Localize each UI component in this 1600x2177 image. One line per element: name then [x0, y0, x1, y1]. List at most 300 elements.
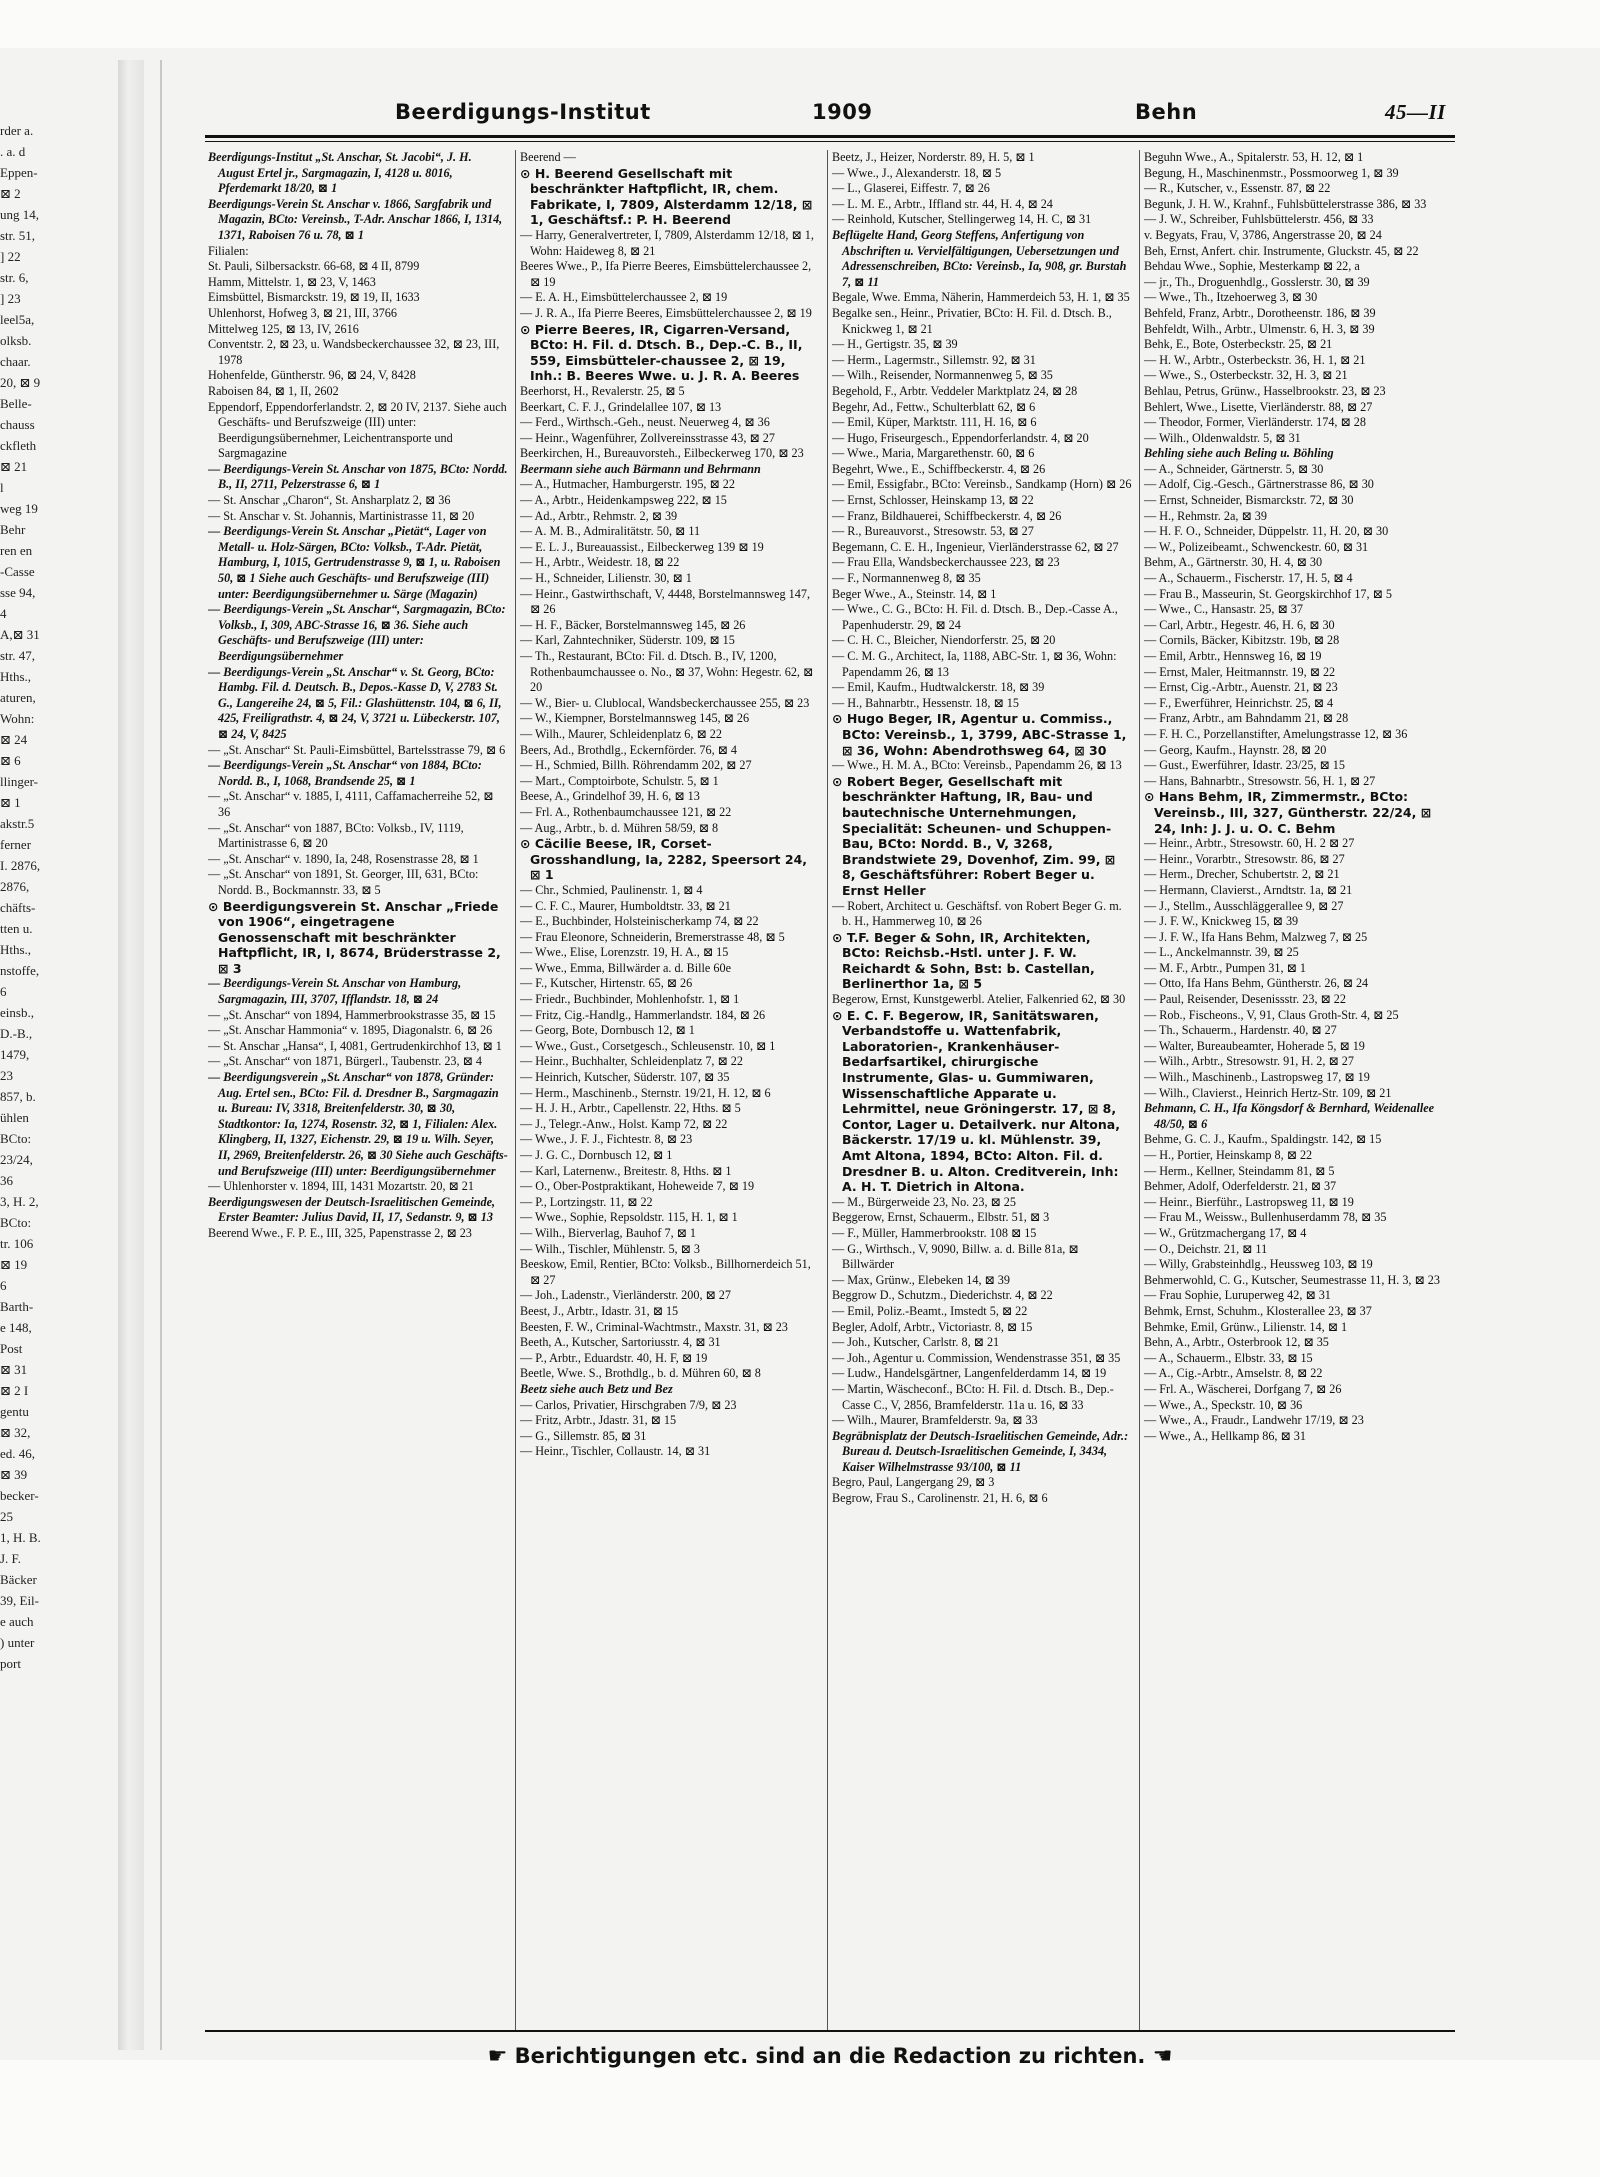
directory-entry: — Karl, Zahntechniker, Süderstr. 109, ⊠ 15 [520, 633, 735, 648]
directory-entry: Beeth, A., Kutscher, Sartoriusstr. 4, ⊠ 31 [520, 1335, 721, 1350]
directory-entry: — P., Lortzingstr. 11, ⊠ 22 [520, 1194, 653, 1209]
directory-entry: St. Pauli, Silbersackstr. 66-68, ⊠ 4 II, 8799 [208, 259, 420, 274]
directory-entry: — Herm., Drecher, Schubertstr. 2, ⊠ 21 [1144, 867, 1340, 882]
heading-entry: Beermann siehe auch Bärmann und Behrmann [520, 461, 761, 476]
directory-entry: — A., Cig.-Arbtr., Amselstr. 8, ⊠ 22 [1144, 1366, 1323, 1381]
directory-entry: Beggrow D., Schutzm., Diederichstr. 4, ⊠ 22 [832, 1288, 1053, 1303]
directory-entry: — Wilh., Arbtr., Stresowstr. 91, H. 2, ⊠ 27 [1144, 1054, 1354, 1069]
margin-fragment: 23 [0, 1068, 13, 1083]
directory-entry: — H., Gertigstr. 35, ⊠ 39 [832, 337, 958, 352]
directory-entry: — Heinr., Tischler, Collaustr. 14, ⊠ 31 [520, 1444, 711, 1459]
footer-rule [205, 2030, 1455, 2032]
directory-column-4 [1144, 150, 1444, 2030]
directory-entry: — Wwe., J., Alexanderstr. 18, ⊠ 5 [832, 165, 1002, 180]
margin-fragment: chaar. [0, 354, 31, 369]
margin-fragment: Belle- [0, 396, 32, 411]
directory-entry: — A., Schauerm., Elbstr. 33, ⊠ 15 [1144, 1350, 1313, 1365]
margin-fragment: 6 [0, 1278, 7, 1293]
directory-entry: — H., Arbtr., Weidestr. 18, ⊠ 22 [520, 555, 680, 570]
margin-fragment: e auch [0, 1614, 34, 1629]
directory-entry: Begro, Paul, Langergang 29, ⊠ 3 [832, 1475, 995, 1490]
directory-entry: Begehrt, Wwe., E., Schiffbeckerstr. 4, ⊠ 26 [832, 461, 1046, 476]
margin-fragment: sse 94, [0, 585, 36, 600]
directory-entry: — Wwe., Gust., Corsetgesch., Schleusenstr. 10, ⊠ 1 [520, 1038, 776, 1053]
directory-entry: — F. H. C., Porzellanstifter, Amelungstrasse 12, ⊠ 36 [1144, 726, 1408, 741]
directory-entry: — Willy, Grabsteinhdlg., Heussweg 103, ⊠ 19 [1144, 1257, 1373, 1272]
directory-entry: Begehold, F., Arbtr. Veddeler Marktplatz 24, ⊠ 28 [832, 383, 1078, 398]
directory-entry: — C. H. C., Bleicher, Niendorferstr. 25, ⊠ 20 [832, 633, 1056, 648]
directory-entry: — Frau M., Weissw., Bullenhuserdamm 78, ⊠ 35 [1144, 1210, 1387, 1225]
directory-entry: Beerend Wwe., F. P. E., III, 325, Papenstrasse 2, ⊠ 23 [208, 1225, 472, 1240]
directory-entry: — Aug., Arbtr., b. d. Mühren 58/59, ⊠ 8 [520, 820, 719, 835]
directory-entry: — Frau Ella, Wandsbeckerchaussee 223, ⊠ 23 [832, 555, 1060, 570]
margin-fragment: Behr [0, 522, 26, 537]
margin-fragment: 39, Eil- [0, 1593, 39, 1608]
directory-entry: — R., Kutscher, v., Essenstr. 87, ⊠ 22 [1144, 181, 1331, 196]
directory-entry: Behmk, Ernst, Schuhm., Klosterallee 23, ⊠ 37 [1144, 1303, 1372, 1318]
directory-entry: — Joh., Agentur u. Commission, Wendenstrasse 351, ⊠ 35 [832, 1350, 1121, 1365]
heading-entry: — Beerdigungs-Verein „St. Anschar“ v. St. Georg, BCto: Hambg. Fil. d. Deutsch. B., Depos.-Kasse D, V, 2783 St. G., Langereihe 24, ⊠ 5, Fil.: Glashüttenstr. 104, ⊠ 6, II, 425, Freiligrathstr. 4, ⊠ 24, V, 3721 u. Lübeckerstr. 107, ⊠ 24, V, 8425 [208, 664, 502, 741]
directory-entry: — Emil, Küper, Marktstr. 111, H. 16, ⊠ 6 [832, 415, 1037, 430]
margin-fragment: Post [0, 1341, 23, 1356]
margin-fragment: chäfts- [0, 900, 36, 915]
directory-entry: Beerkart, C. F. J., Grindelallee 107, ⊠ 13 [520, 399, 722, 414]
margin-fragment: ⊠ 2 [0, 186, 21, 201]
directory-entry: — Frl. A., Rothenbaumchaussee 121, ⊠ 22 [520, 804, 732, 819]
registered-firm-entry: ⊙ T.F. Beger & Sohn, IR, Architekten, BCto: Reichsb.-Hstl. unter J. F. W. Reichardt & Sohn, Bst: b. Castellan, Berlinerthor 1a, ⊠ 5 [832, 929, 1095, 992]
margin-fragment: BCto: [0, 1131, 32, 1146]
registered-firm-entry: ⊙ H. Beerend Gesellschaft mit beschränkter Haftpflicht, IR, chem. Fabrikate, I, 7809, Alsterdamm 12/18, ⊠ 1, Geschäftsf.: P. H. Beerend [520, 165, 813, 228]
previous-page-strip [0, 120, 60, 1940]
directory-entry: — G., Wirthsch., V, 9090, Billw. a. d. Bille 81a, ⊠ Billwärder [832, 1241, 1079, 1272]
margin-fragment: aturen, [0, 690, 36, 705]
directory-entry: Beger Wwe., A., Steinstr. 14, ⊠ 1 [832, 586, 997, 601]
directory-entry: — Joh., Kutscher, Carlstr. 8, ⊠ 21 [832, 1335, 1000, 1350]
directory-entry: — H., Rehmstr. 2a, ⊠ 39 [1144, 508, 1267, 523]
directory-entry: — J. F. W., Ifa Hans Behm, Malzweg 7, ⊠ 25 [1144, 929, 1368, 944]
directory-entry: — H., Portier, Heinskamp 8, ⊠ 22 [1144, 1148, 1313, 1162]
directory-entry: — Wwe., A., Speckstr. 10, ⊠ 36 [1144, 1397, 1303, 1412]
margin-fragment: Hths., [0, 669, 32, 684]
registered-firm-entry: ⊙ Beerdigungsverein St. Anschar „Friede von 1906“, eingetragene Genossenschaft mit beschränkter Haftpflicht, IR, I, 8674, Brüderstrasse 2, ⊠ 3 [208, 898, 501, 976]
header-year: 1909 [812, 100, 873, 124]
heading-entry: Beetz siehe auch Betz und Bez [520, 1381, 673, 1396]
heading-entry: — Beerdigungs-Verein St. Anschar von Hamburg, Sargmagazin, III, 3707, Ifflandstr. 18, ⊠ 24 [208, 976, 462, 1007]
directory-entry: — Herm., Lagermstr., Sillemstr. 92, ⊠ 31 [832, 352, 1036, 367]
directory-entry: Hamm, Mittelstr. 1, ⊠ 23, V, 1463 [208, 274, 376, 289]
page-number: 45—II [1385, 100, 1446, 124]
directory-entry: — Wwe., C., Hansastr. 25, ⊠ 37 [1144, 602, 1303, 617]
directory-entry: — „St. Anschar“ von 1894, Hammerbrookstrasse 35, ⊠ 15 [208, 1007, 496, 1022]
directory-entry: — „St. Anschar Hammonia“ v. 1895, Diagonalstr. 6, ⊠ 26 [208, 1023, 493, 1038]
directory-entry: — Ernst, Schneider, Bismarckstr. 72, ⊠ 30 [1144, 493, 1354, 508]
margin-fragment: ⊠ 2 I [0, 1383, 29, 1398]
margin-fragment: Wohn: [0, 711, 35, 726]
directory-entry: — A., Schauerm., Fischerstr. 17, H. 5, ⊠ 4 [1144, 571, 1353, 586]
directory-entry: Beggerow, Ernst, Schauerm., Elbstr. 51, ⊠ 3 [832, 1210, 1050, 1225]
directory-entry: Beerhorst, H., Revalerstr. 25, ⊠ 5 [520, 383, 685, 398]
directory-entry: — A., Schneider, Gärtnerstr. 5, ⊠ 30 [1144, 461, 1324, 476]
directory-entry: — H. F. O., Schneider, Düppelstr. 11, H. 20, ⊠ 30 [1144, 524, 1389, 539]
directory-entry: — Gust., Ewerführer, Idastr. 23/25, ⊠ 15 [1144, 758, 1345, 773]
directory-entry: Behfeld, Franz, Arbtr., Dorotheenstr. 186, ⊠ 39 [1144, 305, 1376, 320]
directory-entry: Behdau Wwe., Sophie, Mesterkamp ⊠ 22, a [1144, 259, 1360, 274]
directory-entry: — Harry, Generalvertreter, I, 7809, Alsterdamm 12/18, ⊠ 1, Wohn: Haideweg 8, ⊠ 21 [520, 227, 814, 258]
directory-entry: — Heinr., Gastwirthschaft, V, 4448, Borstelmannsweg 147, ⊠ 26 [520, 586, 810, 617]
margin-fragment: ⊠ 39 [0, 1467, 28, 1482]
directory-entry: — Ad., Arbtr., Rehmstr. 2, ⊠ 39 [520, 508, 678, 523]
margin-fragment: ] 22 [0, 249, 21, 264]
footer-text: Berichtigungen etc. sind an die Redaction zu richten. [514, 2044, 1146, 2068]
directory-entry: — Herm., Maschinenb., Sternstr. 19/21, H. 12, ⊠ 6 [520, 1085, 771, 1100]
margin-fragment: akstr.5 [0, 816, 35, 831]
directory-entry: — A. M. B., Admiralitätstr. 50, ⊠ 11 [520, 524, 701, 539]
margin-fragment: ed. 46, [0, 1446, 36, 1461]
directory-entry: — W., Kiempner, Borstelmannsweg 145, ⊠ 26 [520, 711, 750, 726]
directory-entry: — W., Polizeibeamt., Schwenckestr. 60, ⊠ 31 [1144, 539, 1369, 554]
directory-entry: — J. G. C., Dornbusch 12, ⊠ 1 [520, 1148, 673, 1162]
margin-fragment: llinger- [0, 774, 39, 789]
heading-entry: Beerdigungswesen der Deutsch-Israelitischen Gemeinde, Erster Beamter: Julius David, II, 17, Sedanstr. 9, ⊠ 13 [208, 1194, 496, 1225]
directory-entry: Behme, G. C. J., Kaufm., Spaldingstr. 142, ⊠ 15 [1144, 1132, 1382, 1147]
margin-fragment: tr. 106 [0, 1236, 34, 1251]
margin-fragment: Hths., [0, 942, 32, 957]
directory-entry: — Carl, Arbtr., Hegestr. 46, H. 6, ⊠ 30 [1144, 617, 1335, 632]
margin-fragment: ung 14, [0, 207, 39, 222]
registered-firm-entry: ⊙ E. C. F. Begerow, IR, Sanitätswaren, Verbandstoffe u. Wattenfabrik, Laboratorien-, Krankenhäuser-Bedarfsartikel, chirurgische Instrumente, Glas- u. Gummiwaren, Wissenschaftliche Apparate u. Lehrmittel, neue Gröningerstr. 17, ⊠ 8, Contor, Lager u. Detailverk. nur Altona, Bäckerstr. 17/19 u. kl. Mühlenstr. 39, Amt Altona, 1894, BCto: Alton. Fil. d. Dresdner B. u. Alton. Creditverein, Inh: A. H. T. Dietrich in Altona. [832, 1007, 1120, 1195]
margin-fragment: l [0, 480, 4, 495]
directory-entry: — Heinr., Wagenführer, Zollvereinsstrasse 43, ⊠ 27 [520, 430, 775, 445]
heading-entry: Beerdigungs-Institut „St. Anschar, St. Jacobi“, J. H. August Ertel jr., Sargmagazin, I, 4128 u. 8016, Pferdemarkt 18/20, ⊠ 1 [208, 150, 472, 196]
column-divider [515, 150, 516, 2030]
directory-entry: Mittelweg 125, ⊠ 13, IV, 2616 [208, 321, 359, 336]
directory-entry: Begemann, C. E. H., Ingenieur, Vierländerstrasse 62, ⊠ 27 [832, 539, 1119, 554]
directory-entry: — „St. Anschar“ v. 1890, Ia, 248, Rosenstrasse 28, ⊠ 1 [208, 851, 479, 866]
margin-fragment: ⊠ 24 [0, 732, 28, 747]
directory-entry: — L., Anckelmannstr. 39, ⊠ 25 [1144, 945, 1299, 960]
directory-entry: — Hugo, Friseurgesch., Eppendorferlandstr. 4, ⊠ 20 [832, 430, 1089, 445]
heading-entry: Begräbnisplatz der Deutsch-Israelitischen Gemeinde, Adr.: Bureau d. Deutsch-Israelitischen Gemeinde, I, 3434, Kaiser Wilhelmstrasse 93/100, ⊠ 11 [832, 1428, 1129, 1474]
margin-fragment: J. F. [0, 1551, 21, 1566]
directory-entry: — C. M. G., Architect, Ia, 1188, ABC-Str. 1, ⊠ 36, Wohn: Papendamm 26, ⊠ 13 [832, 649, 1117, 679]
directory-entry: — Herm., Kellner, Steindamm 81, ⊠ 5 [1144, 1163, 1335, 1178]
directory-entry: — St. Anschar „Hansa“, I, 4081, Gertrudenkirchhof 13, ⊠ 1 [208, 1038, 502, 1053]
directory-entry: Filialen: [208, 243, 249, 258]
margin-fragment: leel5a, [0, 312, 35, 327]
directory-entry: — Wilh., Tischler, Mühlenstr. 5, ⊠ 3 [520, 1241, 700, 1256]
directory-entry: — Wwe., C. G., BCto: H. Fil. d. Dtsch. B., Dep.-Casse A., Papenhuderstr. 29, ⊠ 24 [832, 602, 1118, 632]
directory-entry: — Wilh., Maschinenb., Lastropsweg 17, ⊠ 19 [1144, 1070, 1370, 1085]
directory-entry: — Frau B., Masseurin, St. Georgskirchhof 17, ⊠ 5 [1144, 586, 1392, 601]
directory-entry: — A., Hutmacher, Hamburgerstr. 195, ⊠ 22 [520, 477, 735, 492]
margin-fragment: ühlen [0, 1110, 29, 1125]
book-gutter [118, 60, 144, 2050]
directory-entry: — W., Grützmachergang 17, ⊠ 4 [1144, 1225, 1307, 1240]
directory-entry: — Max, Grünw., Elebeken 14, ⊠ 39 [832, 1272, 1010, 1287]
margin-fragment: Eppen- [0, 165, 38, 180]
directory-entry: — Wwe., Emma, Billwärder a. d. Bille 60e [520, 960, 731, 975]
directory-entry: — H. J. H., Arbtr., Capellenstr. 22, Hths. ⊠ 5 [520, 1101, 741, 1116]
heading-entry: Beerdigungs-Verein St. Anschar v. 1866, Sargfabrik und Magazin, BCto: Vereinsb., T-Adr. Anschar 1866, I, 1314, 1371, Raboisen 76 u. 78, ⊠ 1 [208, 196, 503, 242]
directory-entry: — Wilh., Maurer, Bramfelderstr. 9a, ⊠ 33 [832, 1413, 1038, 1428]
directory-entry: — Martin, Wäscheconf., BCto: H. Fil. d. Dtsch. B., Dep.-Casse C., V, 2856, Bramfelderstr. 11a u. 16, ⊠ 33 [832, 1381, 1114, 1412]
directory-entry: — „St. Anschar“ von 1891, St. Georger, III, 631, BCto: Nordd. B., Bockmannstr. 33, ⊠ 5 [208, 867, 479, 897]
directory-entry: — Wwe., A., Fraudr., Landwehr 17/19, ⊠ 23 [1144, 1413, 1364, 1428]
directory-column-1 [208, 150, 508, 2030]
margin-fragment: ren en [0, 543, 33, 558]
directory-entry: — Franz, Bildhauerei, Schiffbeckerstr. 4, ⊠ 26 [832, 508, 1062, 523]
directory-entry: — Fritz, Arbtr., Jdastr. 31, ⊠ 15 [520, 1413, 677, 1428]
margin-fragment: 20, ⊠ 9 [0, 375, 41, 390]
directory-entry: — Cornils, Bäcker, Kibitzstr. 19b, ⊠ 28 [1144, 633, 1340, 648]
directory-entry: — F., Ewerführer, Heinrichstr. 25, ⊠ 4 [1144, 695, 1334, 710]
margin-fragment: ferner [0, 837, 32, 852]
directory-entry: Beguhn Wwe., A., Spitalerstr. 53, H. 12, ⊠ 1 [1144, 150, 1364, 164]
directory-entry: — H., Schmied, Billh. Röhrendamm 202, ⊠ 27 [520, 758, 752, 773]
directory-entry: Begrow, Frau S., Carolinenstr. 21, H. 6, ⊠ 6 [832, 1491, 1048, 1506]
directory-entry: — Adolf, Cig.-Gesch., Gärtnerstrasse 86, ⊠ 30 [1144, 477, 1374, 492]
registered-firm-entry: ⊙ Pierre Beeres, IR, Cigarren-Versand, BCto: H. Fil. d. Dtsch. B., Dep.-C. B., II, 559, Eimsbütteler-chaussee 2, ⊠ 19, Inh.: B. Beeres Wwe. u. J. R. A. Beeres [520, 321, 803, 384]
directory-entry: — Frl. A., Wäscherei, Dorfgang 7, ⊠ 26 [1144, 1381, 1342, 1396]
margin-fragment: 4 [0, 606, 7, 621]
directory-entry: — Theodor, Former, Vierländerstr. 174, ⊠ 28 [1144, 415, 1366, 430]
directory-entry: — Wilh., Clavierst., Heinrich Hertz-Str. 109, ⊠ 21 [1144, 1085, 1392, 1100]
directory-entry: — L., Glaserei, Eiffestr. 7, ⊠ 26 [832, 181, 990, 196]
column-divider [1139, 150, 1140, 2030]
directory-entry: Begehr, Ad., Fettw., Schulterblatt 62, ⊠ 6 [832, 399, 1036, 414]
directory-entry: — Otto, Ifa Hans Behm, Güntherstr. 26, ⊠ 24 [1144, 976, 1369, 991]
directory-entry: — Ernst, Maler, Heitmannstr. 19, ⊠ 22 [1144, 664, 1336, 679]
directory-entry: — Wwe., J. F. J., Fichtestr. 8, ⊠ 23 [520, 1132, 693, 1147]
directory-entry: Behmke, Emil, Grünw., Lilienstr. 14, ⊠ 1 [1144, 1319, 1348, 1334]
margin-fragment: A,⊠ 31 [0, 627, 40, 642]
heading-entry: Beflügelte Hand, Georg Steffens, Anfertigung von Abschriften u. Vervielfältigungen, Uebersetzungen und Adressenschreiben, BCto: Vereinsb., Ia, 908, gr. Burstah 7, ⊠ 11 [832, 227, 1127, 289]
registered-firm-entry: ⊙ Hugo Beger, IR, Agentur u. Commiss., BCto: Vereinsb., 1, 3799, ABC-Strasse 1, ⊠ 36, Wohn: Abendrothsweg 64, ⊠ 30 [832, 711, 1127, 758]
directory-entry: Begerow, Ernst, Kunstgewerbl. Atelier, Falkenried 62, ⊠ 30 [832, 992, 1126, 1007]
directory-entry: — J. W., Schreiber, Fuhlsbüttelerstr. 456, ⊠ 33 [1144, 212, 1374, 227]
directory-entry: — J. F. W., Knickweg 15, ⊠ 39 [1144, 914, 1299, 929]
directory-entry: Behk, E., Bote, Osterbeckstr. 25, ⊠ 21 [1144, 337, 1333, 352]
directory-entry: Behm, A., Gärtnerstr. 30, H. 4, ⊠ 30 [1144, 555, 1323, 570]
directory-entry: — St. Anschar v. St. Johannis, Martinistrasse 11, ⊠ 20 [208, 508, 475, 523]
directory-entry: — Hans, Bahnarbtr., Stresowstr. 56, H. 1, ⊠ 27 [1144, 773, 1376, 788]
heading-entry: — Beerdigungs-Verein „St. Anschar“, Sargmagazin, BCto: Volksb., I, 309, ABC-Strasse 16, ⊠ 36. Siehe auch Geschäfts- und Berufszweige (III) unter: Beerdigungsübernehmer [208, 602, 506, 663]
directory-entry: — Joh., Ladenstr., Vierländerstr. 200, ⊠ 27 [520, 1288, 731, 1303]
directory-entry: — Wwe., A., Hellkamp 86, ⊠ 31 [1144, 1428, 1306, 1443]
margin-fragment: port [0, 1656, 21, 1671]
directory-entry: — Wilh., Oldenwaldstr. 5, ⊠ 31 [1144, 430, 1301, 445]
directory-entry: Beers, Ad., Brothdlg., Eckernförder. 76, ⊠ 4 [520, 742, 738, 757]
directory-entry: Beerend — [520, 150, 576, 164]
directory-entry: — Frau Sophie, Luruperweg 42, ⊠ 31 [1144, 1288, 1331, 1303]
directory-entry: — jr., Th., Droguenhdlg., Gosslerstr. 30, ⊠ 39 [1144, 274, 1370, 289]
directory-entry: — J., Stellm., Ausschläggerallee 9, ⊠ 27 [1144, 898, 1344, 913]
margin-fragment: becker- [0, 1488, 39, 1503]
directory-entry: — E. L. J., Bureauassist., Eilbeckerweg 139 ⊠ 19 [520, 539, 764, 554]
directory-entry: Behlau, Petrus, Grünw., Hasselbrookstr. 23, ⊠ 23 [1144, 383, 1386, 398]
directory-entry: — Heinr., Buchhalter, Schleidenplatz 7, ⊠ 22 [520, 1054, 743, 1069]
directory-column-2 [520, 150, 820, 2030]
directory-entry: Beetz, J., Heizer, Norderstr. 89, H. 5, ⊠ 1 [832, 150, 1035, 164]
directory-entry: — O., Ober-Postpraktikant, Hoheweide 7, ⊠ 19 [520, 1179, 755, 1194]
heading-entry: Behling siehe auch Beling u. Böhling [1144, 446, 1334, 461]
directory-entry: Raboisen 84, ⊠ 1, II, 2602 [208, 383, 339, 398]
directory-entry: Begale, Wwe. Emma, Näherin, Hammerdeich 53, H. 1, ⊠ 35 [832, 290, 1130, 305]
directory-entry: — W., Bier- u. Clublocal, Wandsbeckerchaussee 255, ⊠ 23 [520, 695, 810, 710]
directory-entry: — Ernst, Cig.-Arbtr., Auenstr. 21, ⊠ 23 [1144, 680, 1338, 695]
margin-fragment: 3, H. 2, [0, 1194, 39, 1209]
directory-entry: — Wwe., Maria, Margarethenstr. 60, ⊠ 6 [832, 446, 1035, 461]
directory-entry: — H. W., Arbtr., Osterbeckstr. 36, H. 1, ⊠ 21 [1144, 352, 1366, 367]
margin-fragment: . a. d [0, 144, 26, 159]
directory-entry: — „St. Anschar“ von 1871, Bürgerl., Taubenstr. 23, ⊠ 4 [208, 1054, 482, 1069]
directory-entry: — O., Deichstr. 21, ⊠ 11 [1144, 1241, 1268, 1256]
heading-entry: Behmann, C. H., Ifa Köngsdorf & Bernhard, Weidenallee 48/50, ⊠ 6 [1144, 1101, 1435, 1131]
directory-entry: — Uhlenhorster v. 1894, III, 1431 Mozartstr. 20, ⊠ 21 [208, 1179, 474, 1194]
directory-entry: — Chr., Schmied, Paulinenstr. 1, ⊠ 4 [520, 882, 703, 897]
margin-fragment: weg 19 [0, 501, 38, 516]
margin-fragment: 25 [0, 1509, 13, 1524]
margin-fragment: 1479, [0, 1047, 30, 1062]
registered-firm-entry: ⊙ Robert Beger, Gesellschaft mit beschränkter Haftung, IR, Bau- und bautechnische Unternehmungen, Specialität: Scheunen- und Schuppen-Bau, BCto: Nordd. B., V, 3268, Brandstwiete 29, Dovenhof, Zim. 99, ⊠ 8, Geschäftsführer: Robert Beger u. Ernst Heller [832, 773, 1116, 898]
directory-entry: Eimsbüttel, Bismarckstr. 19, ⊠ 19, II, 1633 [208, 290, 420, 305]
margin-fragment: Bäcker [0, 1572, 37, 1587]
header-rule-thin [205, 141, 1455, 142]
margin-fragment: 6 [0, 984, 7, 999]
directory-entry: Begung, H., Maschinenmstr., Possmoorweg 1, ⊠ 39 [1144, 165, 1399, 180]
directory-entry: Uhlenhorst, Hofweg 3, ⊠ 21, III, 3766 [208, 305, 397, 320]
margin-fragment: ⊠ 21 [0, 459, 28, 474]
directory-entry: Behmer, Adolf, Oderfelderstr. 21, ⊠ 37 [1144, 1179, 1337, 1194]
directory-entry: — Wilh., Reisender, Normannenweg 5, ⊠ 35 [832, 368, 1053, 383]
directory-entry: Conventstr. 2, ⊠ 23, u. Wandsbeckerchaussee 32, ⊠ 23, III, 1978 [208, 337, 500, 367]
directory-entry: — Carlos, Privatier, Hirschgraben 7/9, ⊠ 23 [520, 1397, 737, 1412]
registered-firm-entry: ⊙ Hans Behm, IR, Zimmermstr., BCto: Vereinsb., III, 327, Güntherstr. 22/24, ⊠ 24, Inh: J. J. u. O. C. Behm [1144, 789, 1432, 836]
header-right-keyword: Behn [1135, 100, 1198, 124]
directory-entry: Begler, Adolf, Arbtr., Victoriastr. 8, ⊠ 15 [832, 1319, 1033, 1334]
directory-entry: Behfeldt, Wilh., Arbtr., Ulmenstr. 6, H. 3, ⊠ 39 [1144, 321, 1375, 336]
margin-fragment: 857, b. [0, 1089, 36, 1104]
directory-entry: — Th., Schauerm., Hardenstr. 40, ⊠ 27 [1144, 1023, 1337, 1038]
scan-bottom-margin [0, 2060, 1600, 2177]
directory-entry: — Franz, Arbtr., am Bahndamm 21, ⊠ 28 [1144, 711, 1349, 726]
directory-entry: Hohenfelde, Güntherstr. 96, ⊠ 24, V, 8428 [208, 368, 416, 383]
directory-entry: — Friedr., Buchbinder, Mohlenhofstr. 1, ⊠ 1 [520, 992, 740, 1007]
pointing-hand-left-icon: ☚ [1152, 2044, 1173, 2069]
margin-fragment: ckfleth [0, 438, 37, 453]
margin-fragment: olksb. [0, 333, 32, 348]
directory-entry: — „St. Anschar“ v. 1885, I, 4111, Caffamacherreihe 52, ⊠ 36 [208, 789, 494, 819]
margin-fragment: ⊠ 19 [0, 1257, 28, 1272]
directory-entry: — Wwe., Elise, Lorenzstr. 19, H. A., ⊠ 15 [520, 945, 729, 960]
directory-entry: — „St. Anschar“ von 1887, BCto: Volksb., IV, 1119, Martinistrasse 6, ⊠ 20 [208, 820, 464, 851]
directory-entry: — Walter, Bureaubeamter, Hoherade 5, ⊠ 19 [1144, 1038, 1365, 1053]
directory-entry: — Emil, Essigfabr., BCto: Vereinsb., Sandkamp (Horn) ⊠ 26 [832, 477, 1132, 492]
margin-fragment: ⊠ 32, [0, 1425, 31, 1440]
margin-fragment: ⊠ 31 [0, 1362, 28, 1377]
margin-fragment: einsb., [0, 1005, 34, 1020]
directory-entry: — P., Arbtr., Eduardstr. 40, H. F, ⊠ 19 [520, 1350, 708, 1365]
margin-fragment: ⊠ 1 [0, 795, 21, 810]
directory-entry: — Th., Restaurant, BCto: Fil. d. Dtsch. B., IV, 1200, Rothenbaumchaussee o. No., ⊠ 37, Wohn: Hegestr. 62, ⊠ 20 [520, 649, 814, 695]
directory-entry: — Wwe., H. M. A., BCto: Vereinsb., Papendamm 26, ⊠ 13 [832, 758, 1122, 773]
directory-entry: — Heinr., Arbtr., Stresowstr. 60, H. 2 ⊠ 27 [1144, 836, 1355, 851]
directory-entry: Beh, Ernst, Anfert. chir. Instrumente, Gluckstr. 45, ⊠ 22 [1144, 243, 1419, 258]
directory-entry: — R., Bureauvorst., Stresowstr. 53, ⊠ 27 [832, 524, 1034, 539]
directory-entry: — Robert, Architect u. Geschäftsf. von Robert Beger G. m. b. H., Hammerweg 10, ⊠ 26 [832, 898, 1122, 929]
margin-fragment: -Casse [0, 564, 35, 579]
header-left-keyword: Beerdigungs-Institut [395, 100, 651, 124]
directory-column-3 [832, 150, 1132, 2030]
margin-fragment: rder a. [0, 123, 34, 138]
directory-entry: — F., Kutscher, Hirtenstr. 65, ⊠ 26 [520, 976, 693, 991]
directory-entry: — M. F., Arbtr., Pumpen 31, ⊠ 1 [1144, 960, 1306, 975]
directory-entry: — Hermann, Clavierst., Arndtstr. 1a, ⊠ 21 [1144, 882, 1353, 897]
directory-entry: — Emil, Kaufm., Hudtwalckerstr. 18, ⊠ 39 [832, 680, 1045, 695]
margin-fragment: I. 2876, [0, 858, 41, 873]
pointing-hand-right-icon: ☛ [487, 2044, 508, 2069]
margin-fragment: e 148, [0, 1320, 32, 1335]
scan-top-margin [0, 0, 1600, 48]
directory-entry: — Heinrich, Kutscher, Süderstr. 107, ⊠ 35 [520, 1070, 730, 1085]
directory-entry: — „St. Anschar“ St. Pauli-Eimsbüttel, Bartelsstrasse 79, ⊠ 6 [208, 742, 506, 757]
directory-entry: Beeres Wwe., P., Ifa Pierre Beeres, Eimsbüttelerchaussee 2, ⊠ 19 [520, 259, 812, 289]
directory-entry: — Georg, Kaufm., Haynstr. 28, ⊠ 20 [1144, 742, 1327, 757]
directory-entry: Beetle, Wwe. S., Brothdlg., b. d. Mühren 60, ⊠ 8 [520, 1366, 761, 1381]
directory-entry: Begunk, J. H. W., Krahnf., Fuhlsbüttelerstrasse 386, ⊠ 33 [1144, 196, 1427, 211]
footer-notice [440, 2044, 1220, 2069]
margin-fragment: ) unter [0, 1635, 35, 1650]
directory-entry: Beesten, F. W., Criminal-Wachtmstr., Maxstr. 31, ⊠ 23 [520, 1319, 788, 1334]
directory-entry: — E. A. H., Eimsbüttelerchaussee 2, ⊠ 19 [520, 290, 728, 305]
directory-entry: — Paul, Reisender, Desenissstr. 23, ⊠ 22 [1144, 992, 1346, 1007]
directory-entry: Beeskow, Emil, Rentier, BCto: Volksb., Billhornerdeich 51, ⊠ 27 [520, 1257, 811, 1287]
margin-fragment: gentu [0, 1404, 29, 1419]
margin-fragment: ] 23 [0, 291, 21, 306]
margin-fragment: 1, H. B. [0, 1530, 41, 1545]
directory-entry: — E., Buchbinder, Holsteinischerkamp 74, ⊠ 22 [520, 914, 759, 929]
directory-entry: Beest, J., Arbtr., Idastr. 31, ⊠ 15 [520, 1303, 679, 1318]
directory-entry: — Frau Eleonore, Schneiderin, Bremerstrasse 48, ⊠ 5 [520, 929, 785, 944]
margin-fragment: 36 [0, 1173, 13, 1188]
directory-entry: — G., Sillemstr. 85, ⊠ 31 [520, 1428, 647, 1443]
directory-entry: — L. M. E., Arbtr., Iffland str. 44, H. 4, ⊠ 24 [832, 196, 1053, 211]
margin-fragment: str. 51, [0, 228, 36, 243]
directory-entry: — Wilh., Maurer, Schleidenplatz 6, ⊠ 22 [520, 726, 722, 741]
directory-entry: — Wwe., S., Osterbeckstr. 32, H. 3, ⊠ 21 [1144, 368, 1348, 383]
directory-entry: — J. R. A., Ifa Pierre Beeres, Eimsbüttelerchaussee 2, ⊠ 19 [520, 305, 812, 320]
directory-entry: — Heinr., Vorarbtr., Stresowstr. 86, ⊠ 27 [1144, 851, 1345, 866]
directory-entry: — Rob., Fischeons., V, 91, Claus Groth-Str. 4, ⊠ 25 [1144, 1007, 1399, 1022]
directory-entry: Beerkirchen, H., Bureauvorsteh., Eilbeckerweg 170, ⊠ 23 [520, 446, 804, 461]
margin-fragment: str. 47, [0, 648, 36, 663]
directory-entry: — Heinr., Bierführ., Lastropsweg 11, ⊠ 19 [1144, 1194, 1354, 1209]
margin-fragment: D.-B., [0, 1026, 33, 1041]
heading-entry: — Beerdigungs-Verein St. Anschar von 1875, BCto: Nordd. B., II, 2711, Pelzerstrasse 6, ⊠ 1 [208, 461, 508, 492]
directory-entry: v. Begyats, Frau, V, 3786, Angerstrasse 20, ⊠ 24 [1144, 227, 1382, 242]
column-divider [827, 150, 828, 2030]
directory-entry: Begalke sen., Heinr., Privatier, BCto: H. Fil. d. Dtsch. B., Knickweg 1, ⊠ 21 [832, 305, 1112, 336]
margin-fragment: str. 6, [0, 270, 29, 285]
directory-entry: — Mart., Comptoirbote, Schulstr. 5, ⊠ 1 [520, 773, 719, 788]
gutter-line [160, 60, 162, 2050]
directory-entry: — J., Telegr.-Anw., Holst. Kamp 72, ⊠ 22 [520, 1116, 728, 1131]
directory-entry: — Ludw., Handelsgärtner, Langenfelderdamm 14, ⊠ 19 [832, 1366, 1107, 1381]
margin-fragment: ⊠ 6 [0, 753, 21, 768]
directory-entry: — A., Arbtr., Heidenkampsweg 222, ⊠ 15 [520, 493, 727, 508]
directory-entry: — Emil, Poliz.-Beamt., Imstedt 5, ⊠ 22 [832, 1303, 1028, 1318]
directory-entry: — Wilh., Bierverlag, Bauhof 7, ⊠ 1 [520, 1225, 697, 1240]
